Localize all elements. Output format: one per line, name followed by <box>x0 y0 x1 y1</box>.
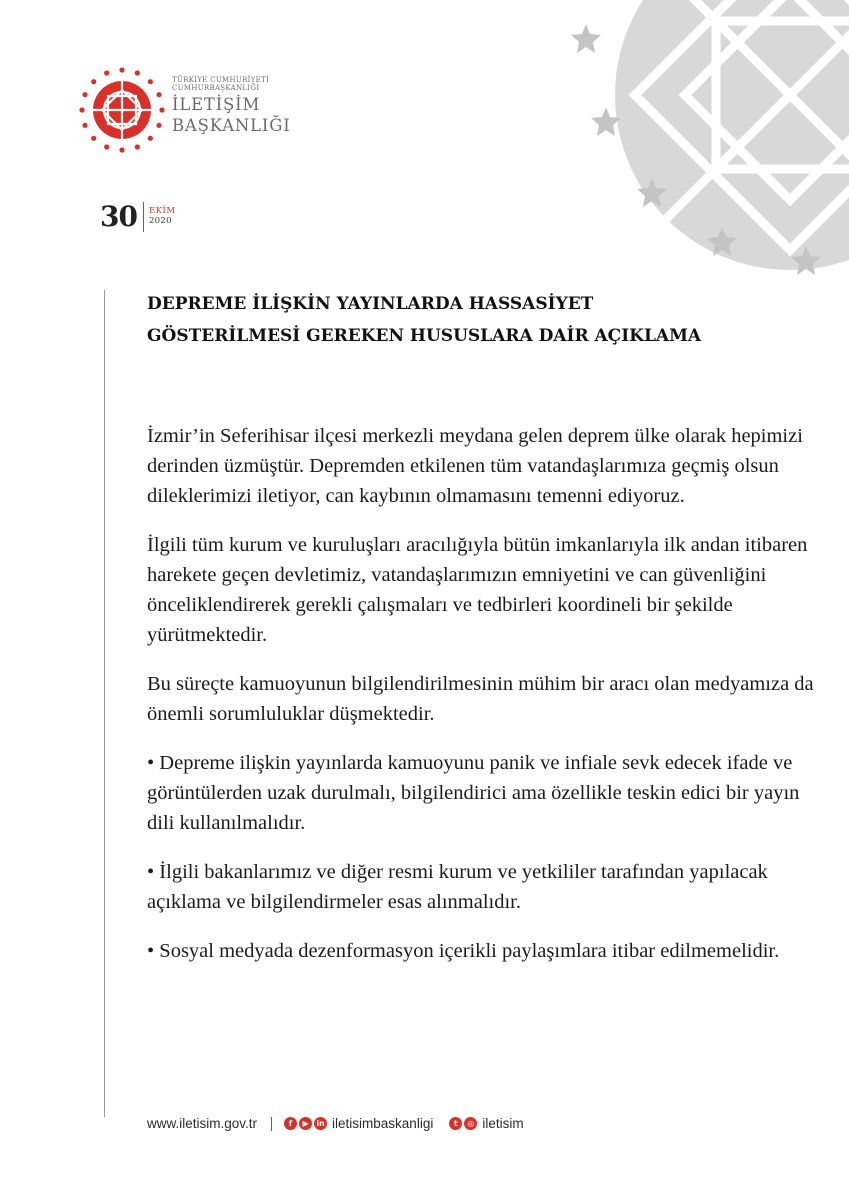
statement-body <box>147 421 817 985</box>
title-line-1: DEPREME İLİŞKİN YAYINLARDA HASSASİYET <box>147 294 594 314</box>
website-link[interactable]: www.iletisim.gov.tr <box>147 1116 258 1131</box>
org-line-2: CUMHURBAŞKANLIĞI <box>172 84 260 92</box>
org-line-4: BAŞKANLIĞI <box>172 116 291 135</box>
date-year: 2020 <box>148 216 172 226</box>
paragraph-1: İzmir’in Seferihisar ilçesi merkezli meydana gelen deprem ülke olarak hepimizi derinden üzmüştür. Depremden etkilenen tüm vatandaşlarımıza geçmiş olsun dileklerimizi iletiyor, can kaybının olmamasını temenni ediyoruz. <box>147 425 803 507</box>
bullet-3: • Sosyal medyada dezenformasyon içerikli paylaşımlara itibar edilmemelidir. <box>147 940 780 962</box>
date-block <box>100 200 176 233</box>
bullet-2: • İlgili bakanlarımız ve diğer resmi kurum ve yetkililer tarafından yapılacak açıklama ve bilgilendirmeler esas alınmalıdır. <box>147 861 768 913</box>
footer <box>147 1116 524 1131</box>
title-line-2: GÖSTERİLMESİ GEREKEN HUSUSLARA DAİR AÇIKLAMA <box>147 326 702 346</box>
twitter-icon[interactable]: t <box>449 1117 462 1130</box>
linkedin-icon[interactable]: in <box>314 1117 327 1130</box>
instagram-icon[interactable]: ◎ <box>464 1117 477 1130</box>
social-handle-2[interactable]: iletisim <box>482 1116 524 1131</box>
org-line-3: İLETİŞİM <box>172 95 261 114</box>
date-month: EKİM <box>148 206 176 216</box>
paragraph-2: İlgili tüm kurum ve kuruluşları aracılığıyla bütün imkanlarıyla ilk andan itibaren harekete geçen devletimiz, vatandaşlarımızın emniyetini ve can güvenliğini önceliklendirerek gerekli çalışmaları ve tedbirleri koordineli bir şekilde yürütmektedir. <box>147 534 808 646</box>
footer-divider <box>271 1117 272 1131</box>
social-group-2 <box>449 1116 523 1131</box>
youtube-icon[interactable]: ▶ <box>299 1117 312 1130</box>
date-divider <box>143 202 144 232</box>
bullet-1: • Depreme ilişkin yayınlarda kamuoyunu panik ve infiale sevk edecek ifade ve görüntülerden uzak durulmalı, bilgilendirici ama özellikle teskin edici bir yayın dili kullanılmalıdır. <box>147 752 800 834</box>
facebook-icon[interactable]: f <box>284 1117 297 1130</box>
social-handle-1[interactable]: iletisimbaskanligi <box>332 1116 434 1131</box>
social-group-1 <box>284 1116 433 1131</box>
left-rule <box>104 290 105 1117</box>
page-title <box>147 288 807 352</box>
paragraph-3: Bu süreçte kamuoyunun bilgilendirilmesinin mühim bir aracı olan medyamıza da önemli sorumluluklar düşmektedir. <box>147 673 814 725</box>
iletisim-logo <box>76 64 168 156</box>
organization-name <box>172 76 291 136</box>
date-day: 30 <box>100 200 137 233</box>
org-line-1: TÜRKİYE CUMHURİYETİ <box>172 76 270 84</box>
